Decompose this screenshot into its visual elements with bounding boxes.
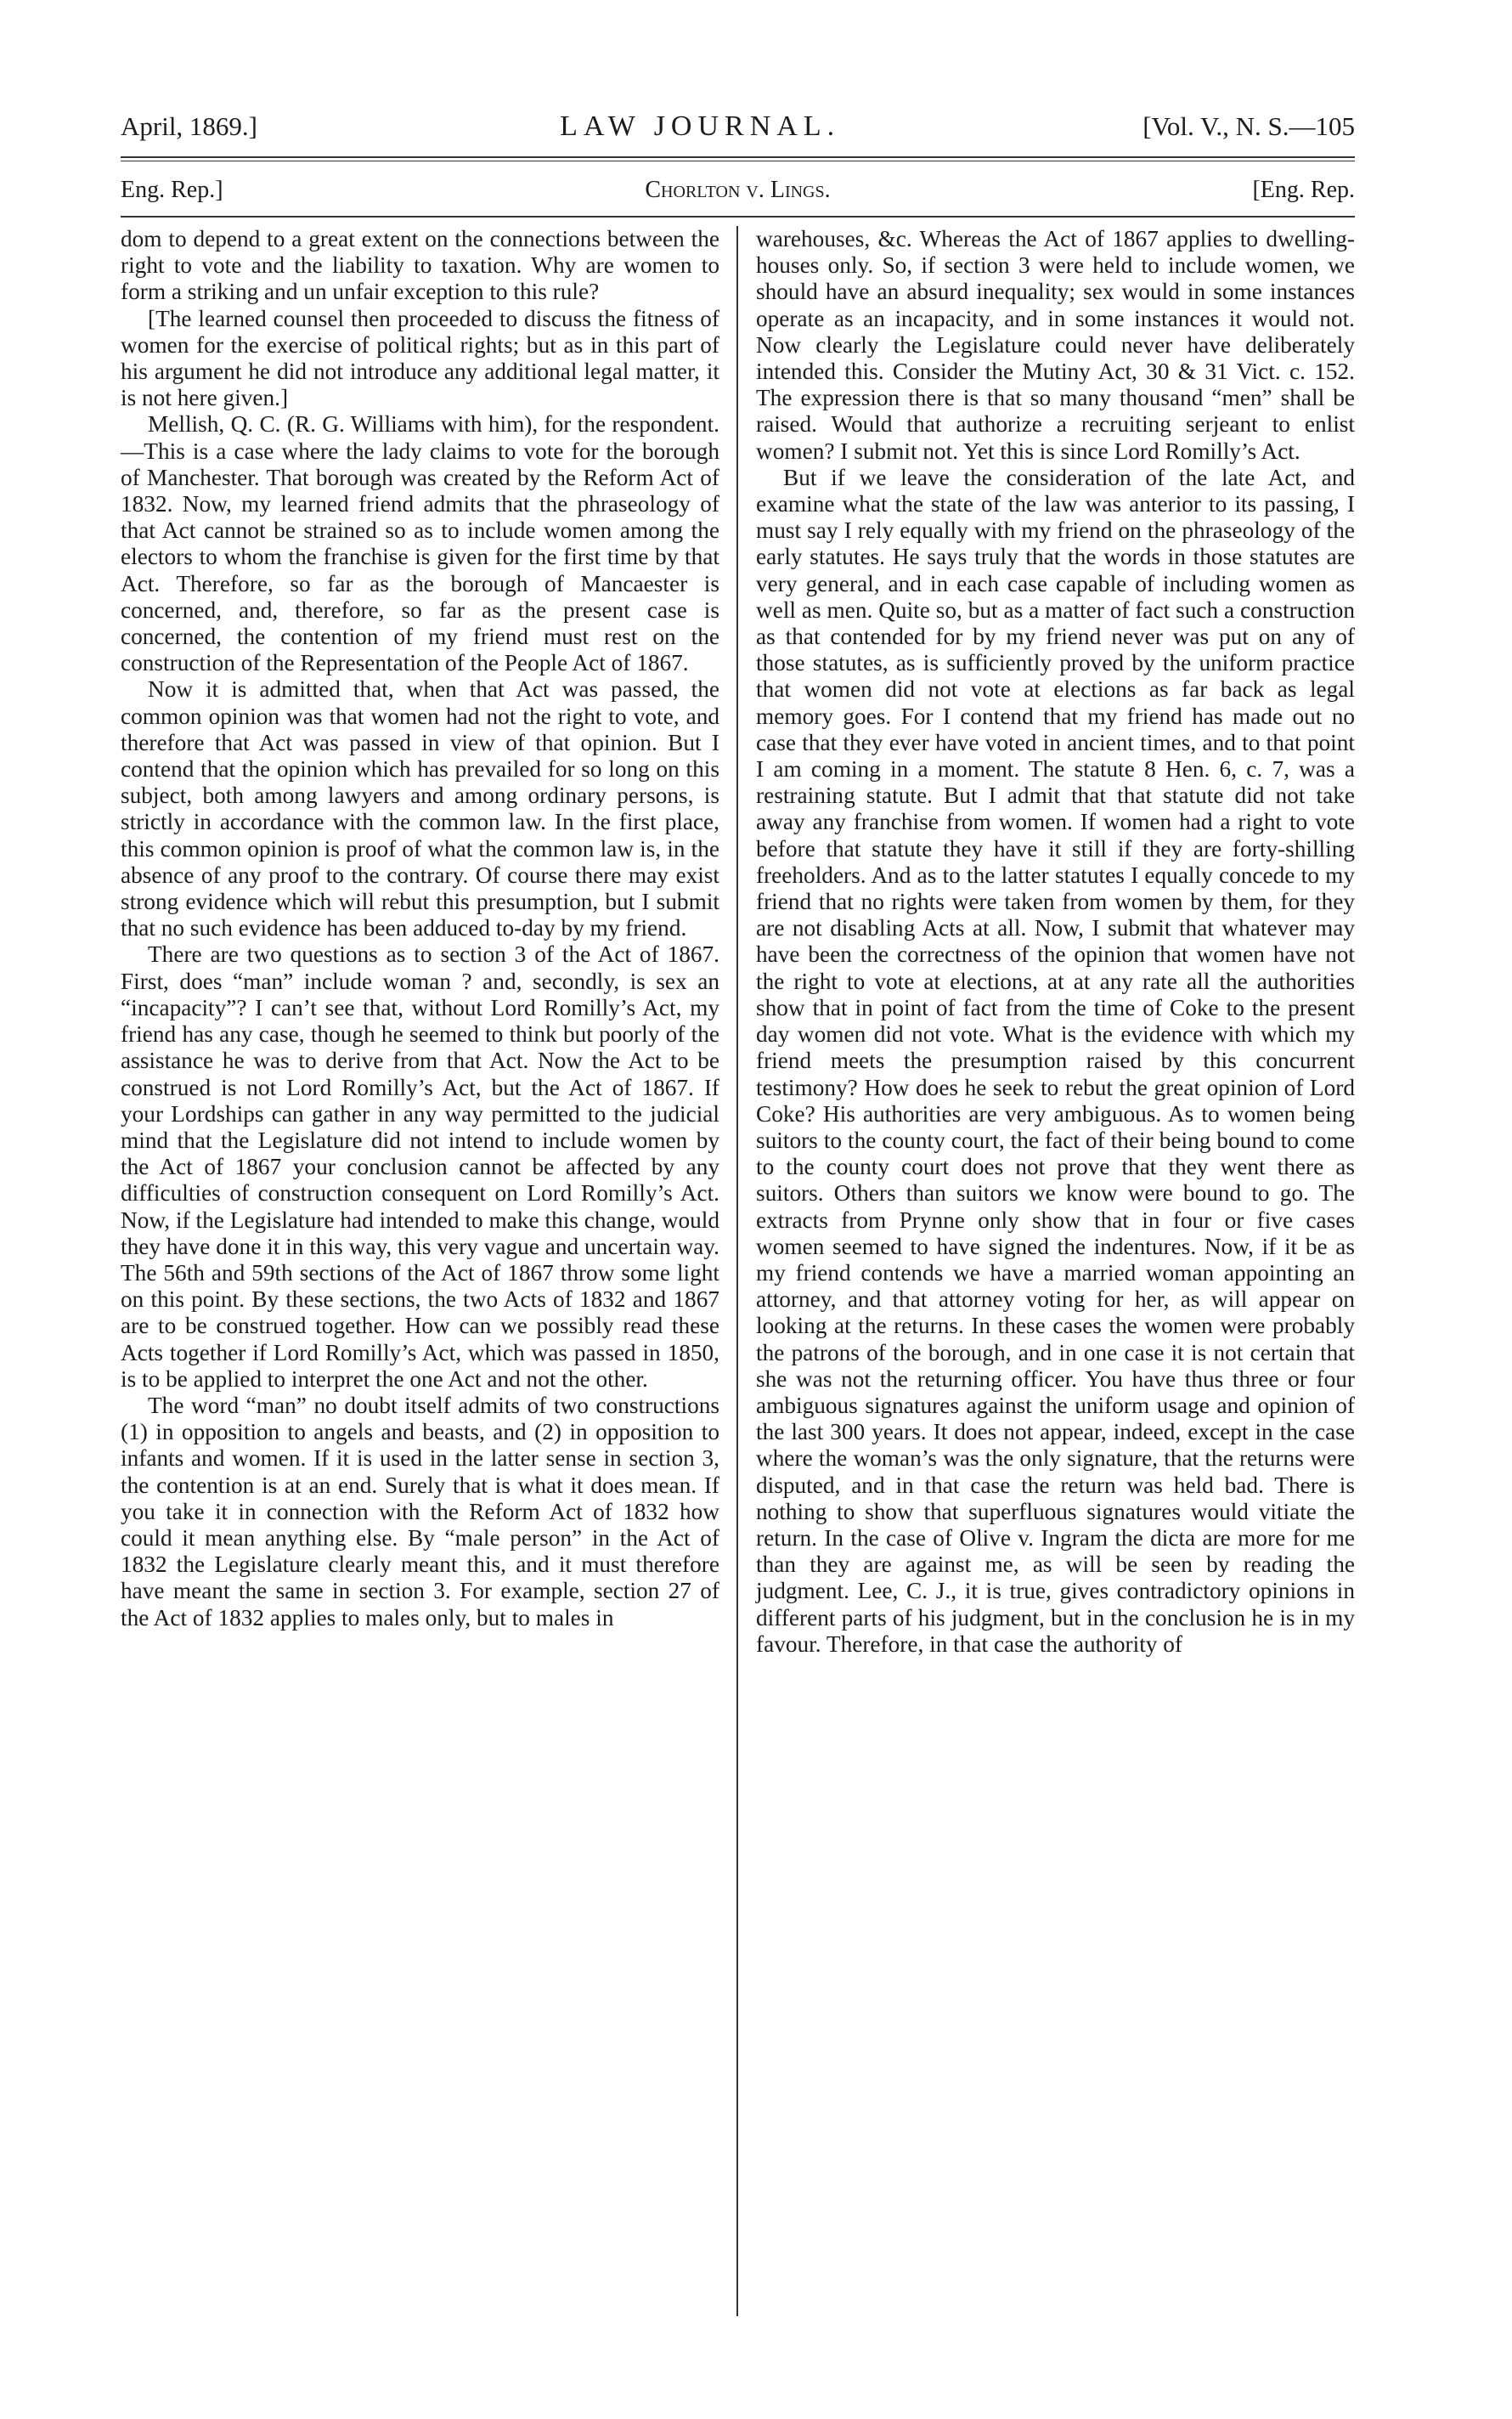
journal-page — [121, 110, 1355, 1658]
report-label-right: [Eng. Rep. — [1252, 177, 1355, 203]
journal-title: LAW JOURNAL. — [560, 110, 841, 142]
paragraph: warehouses, &c. Whereas the Act of 1867 applies to dwelling-houses only. So, if section 3 were held to include women, we should have an absurd inequality; sex would in some instances operate as an incapacity, and in some instances it would not. Now clearly the Legislature could never have deliberately intended this. Consider the Mutiny Act, 30 & 31 Vict. c. 152. The expression there is that so many thousand “men” shall be raised. Would that authorize a recruiting serjeant to enlist women? I submit not. Yet this is since Lord Romilly’s Act. — [756, 226, 1355, 464]
paragraph: dom to depend to a great extent on the connections between the right to vote and the liability to taxation. Why are women to form a striking and un unfair exception to this rule? — [121, 226, 719, 305]
paragraph: There are two questions as to section 3 of the Act of 1867. First, does “man” include woman ? and, secondly, is sex an “incapacity”? I can’t see that, without Lord Romilly’s Act, my friend has any case, though he seemed to think but poorly of the assistance he was to derive from that Act. Now the Act to be construed is not Lord Romilly’s Act, but the Act of 1867. If your Lordships can gather in any way permitted to the judicial mind that the Legislature did not intend to include women by the Act of 1867 your conclusion cannot be affected by any difficulties of construction consequent on Lord Romilly’s Act. Now, if the Legislature had intended to make this change, would they have done it in this way, this very vague and uncertain way. The 56th and 59th sections of the Act of 1867 throw some light on this point. By these sections, the two Acts of 1832 and 1867 are to be construed together. How can we possibly read these Acts together if Lord Romilly’s Act, which was passed in 1850, is to be applied to interpret the one Act and not the other. — [121, 941, 719, 1392]
case-header — [121, 177, 1355, 209]
header-date: April, 1869.] — [121, 111, 258, 141]
paragraph: But if we leave the consideration of the late Act, and examine what the state of the law was anterior to its passing, I must say I rely equally with my friend on the phraseology of the early statutes. He says truly that the words in those statutes are very general, and in each case capable of including women as well as men. Quite so, but as a matter of fact such a construction as that contended for by my friend never was put on any of those statutes, as is sufficiently proved by the uniform practice that women did not vote at elections as far back as legal memory goes. For I contend that my friend has made out no case that they ever have voted in ancient times, and to that point I am coming in a moment. The statute 8 Hen. 6, c. 7, was a restraining statute. But I admit that that statute did not take away any franchise from women. If women had a right to vote before that statute they have it still if they are forty-shilling freeholders. And as to the latter statutes I equally concede to my friend that no rights were taken from women by them, for they are not disabling Acts at all. Now, I submit that whatever may have been the correctness of the opinion that women have not the right to vote at elections, at at any rate all the authorities show that in point of fact from the time of Coke to the present day women did not vote. What is the evidence with which my friend meets the presumption raised by this concurrent testimony? How does he seek to rebut the great opinion of Lord Coke? His authorities are very ambiguous. As to women being suitors to the county court, the fact of their being bound to come to the county court does not prove that they went there as suitors. Others than suitors we know were bound to go. The extracts from Prynne only show that in four or five cases women seemed to have signed the indentures. Now, if it be as my friend contends we have a married woman appointing an attorney, and that attorney voting for her, as will appear on looking at the returns. In these cases the women were probably the patrons of the borough, and in one case it is not certain that she was not the returning officer. You have thus three or four ambiguous signatures against the uniform usage and opinion of the last 300 years. It does not appear, indeed, except in the case where the woman’s was the only signature, that the returns were disputed, and in that case the return was held bad. There is nothing to show that superfluous signatures would vitiate the return. In the case of Olive v. Ingram the dicta are more for me than they are against me, as will be seen by reading the judgment. Lee, C. J., it is true, gives contradictory opinions in different parts of his judgment, but in the conclusion he is in my favour. Therefore, in that case the authority of — [756, 464, 1355, 1657]
paragraph: Now it is admitted that, when that Act was passed, the common opinion was that women had not the right to vote, and therefore that Act was passed in view of that opinion. But I contend that the opinion which has prevailed for so long on this subject, both among lawyers and among ordinary persons, is strictly in accordance with the common law. In the first place, this common opinion is proof of what the common law is, in the absence of any proof to the contrary. Of course there may exist strong evidence which will rebut this presumption, but I submit that no such evidence has been adduced to-day by my friend. — [121, 676, 719, 941]
running-header — [121, 110, 1355, 148]
header-rule — [121, 156, 1355, 161]
text-columns — [121, 226, 1355, 1658]
paragraph: [The learned counsel then proceeded to discuss the fitness of women for the exercise of political rights; but as in this part of his argument he did not introduce any additional legal matter, it is not here given.] — [121, 305, 719, 411]
column-divider — [736, 226, 738, 2316]
case-header-rule — [121, 216, 1355, 218]
right-column — [756, 226, 1355, 1658]
case-name: Chorlton v. Lings. — [645, 177, 831, 203]
paragraph: Mellish, Q. C. (R. G. Williams with him), for the respondent.—This is a case where the lady claims to vote for the borough of Manchester. That borough was created by the Reform Act of 1832. Now, my learned friend admits that the phraseology of that Act cannot be strained so as to include women among the electors to whom the franchise is given for the first time by that Act. Therefore, so far as the borough of Mancaester is concerned, and, therefore, so far as the present case is concerned, the contention of my friend must rest on the construction of the Representation of the People Act of 1867. — [121, 411, 719, 676]
report-label-left: Eng. Rep.] — [121, 177, 223, 203]
paragraph: The word “man” no doubt itself admits of two constructions (1) in opposition to angels and beasts, and (2) in opposition to infants and women. If it is used in the latter sense in section 3, the contention is at an end. Surely that is what it does mean. If you take it in connection with the Reform Act of 1832 how could it mean anything else. By “male person” in the Act of 1832 the Legislature clearly meant this, and it must therefore have meant the same in section 3. For example, section 27 of the Act of 1832 applies to males only, but to males in — [121, 1392, 719, 1631]
header-volume-page: [Vol. V., N. S.—105 — [1142, 111, 1355, 141]
left-column — [121, 226, 719, 1658]
